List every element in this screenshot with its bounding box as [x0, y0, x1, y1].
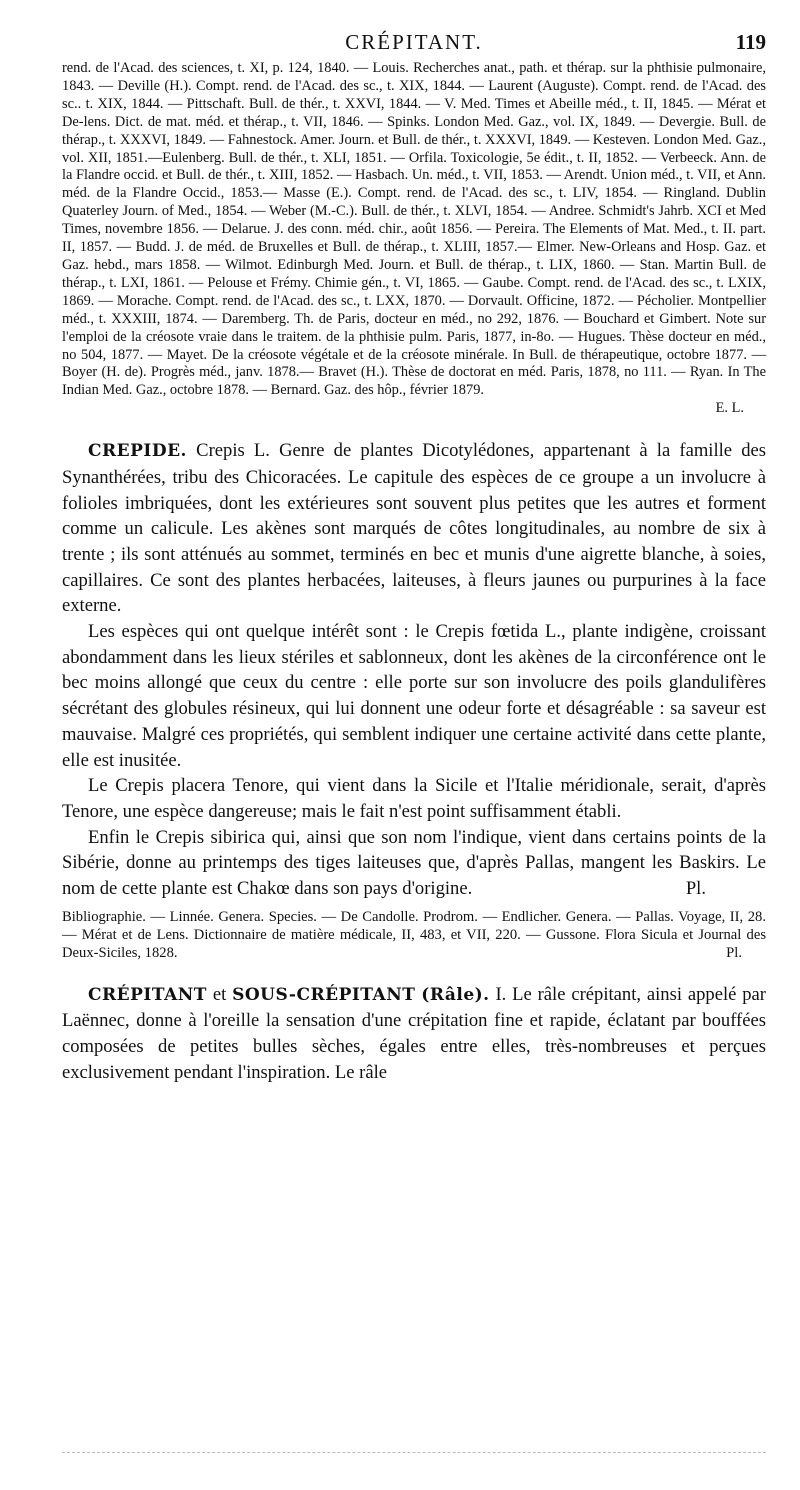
- signature-pl-1: Pl.: [685, 878, 706, 900]
- crepitant-text: I. Le râle crépitant, ainsi appelé par Laënnec, donne à l'oreille la sensation d'une crépitation fine et rapide, éclatant par bouffées composées de petites bulles sèches, égales entre elles, très-nombreuses et perçues exclusivement pendant l'inspiration. Le râle: [62, 983, 766, 1083]
- headword-crepide: CREPIDE.: [88, 441, 187, 462]
- entry-crepitant: [62, 982, 766, 1086]
- entry-crepide-p3: Le Crepis placera Tenore, qui vient dans la Sicile et l'Italie méridionale, serait, d'après Tenore, une espèce dangereuse; mais le fait n'est point suffisamment établi.: [62, 775, 766, 822]
- headword-connector: et: [212, 983, 227, 1005]
- crepide-bibliography: [62, 908, 766, 962]
- page-number: 119: [735, 30, 766, 54]
- crepide-p1-text: Crepis L. Genre de plantes Dicotylédones, appartenant à la famille des Synanthérées, tribu des Chicoracées. Le capitule des espèces de ce groupe a un involucre à folioles imbriquées, dont les extérieures sont souvent plus petites que les autres et forment comme un calicule. Les akènes sont marqués de côtes longitudinales, au nombre de six à trente ; ils sont atténués au sommet, terminés en bec et munis d'une aigrette blanche, à soies, capillaires. Ce sont des plantes herbacées, laiteuses, à fleurs jaunes ou purpurines à la face externe.: [62, 440, 766, 617]
- headword-crepitant: CRÉPITANT: [88, 984, 207, 1005]
- entry-crepide-p1: [62, 438, 766, 619]
- footer-rule: [62, 1452, 766, 1453]
- entry-crepide-p2: Les espèces qui ont quelque intérêt sont : le Crepis fœtida L., plante indigène, croissant abondamment dans les lieux stériles et sablonneux, dont les akènes de la circonférence ont le bec moins allongé que ceux du centre : elle porte sur son involucre des poils glandulifères sécrétant des globules résineux, qui lui donnent une odeur forte et désagréable : sa saveur est mauvaise. Malgré ces propriétés, qui semblent indiquer une certaine activité dans cette plante, elle est inusitée.: [62, 621, 766, 771]
- signature-pl-2: Pl.: [726, 944, 742, 961]
- entry-crepide-p4: [62, 825, 766, 902]
- crepide-bibliography-text: Bibliographie. — Linnée. Genera. Species. — De Candolle. Prodrom. — Endlicher. Genera. — Pallas. Voyage, II, 28. — Mérat et de Lens. Dictionnaire de matière médicale, II, 483, et VII, 220. — Gussone. Flora Sicula et Journal des Deux-Siciles, 1828.: [62, 908, 766, 961]
- page-header: [62, 30, 766, 60]
- page: [62, 30, 766, 1086]
- headword-sous-crepitant: SOUS-CRÉPITANT: [232, 984, 416, 1005]
- crepide-p4-text: Enfin le Crepis sibirica qui, ainsi que son nom l'indique, vient dans certains points de la Sibérie, donne au printemps des tiges laiteuses que, d'après Pallas, mangent les Baskirs. Le nom de cette plante est Chakœ dans son pays d'origine.: [62, 826, 766, 900]
- headword-qualifier: (Râle).: [421, 984, 490, 1005]
- running-title: CRÉPITANT.: [345, 30, 483, 54]
- signature-el: E. L.: [715, 400, 744, 417]
- bibliography-continued: rend. de l'Acad. des sciences, t. XI, p. 124, 1840. — Louis. Recherches anat., path. et thérap. sur la phthisie pulmonaire, 1843. — Deville (H.). Compt. rend. de l'Acad. des sc., t. XIX, 1844. — Laurent (Auguste). Compt. rend. de l'Acad. des sc.. t. XIX, 1844. — Pittschaft. Bull. de thér., t. XXVI, 1844. — V. Med. Times et Abeille méd., t. II, 1845. — Mérat et De-lens. Dict. de mat. méd. et thérap., t. VII, 1846. — Spinks. London Med. Gaz., vol. IX, 1849. — Devergie. Bull. de thérap., t. XXXVI, 1849. — Fahnestock. Amer. Journ. et Bull. de thér., t. XXXVI, 1849. — Kesteven. London Med. Gaz., vol. XII, 1851.—Eulenberg. Bull. de thér., t. XLI, 1851. — Orfila. Toxicologie, 5e édit., t. II, 1852. — Verbeeck. Ann. de la Flandre occid. et Bull. de thér., t. XIII, 1852. — Hasbach. Un. méd., t. VII, 1853. — Arendt. Union méd., t. VII, et Ann. méd. de la Flandre Occid., 1853.— Masse (E.). Compt. rend. de l'Acad. des sc., t. LIV, 1854. — Ringland. Dublin Quaterley Journ. of Med., 1854. — Weber (M.-C.). Bull. de thér., t. XLVI, 1854. — Andree. Schmidt's Jahrb. XCI et Med Times, novembre 1856. — Delarue. J. des conn. méd. chir., août 1856. — Pereira. The Elements of Mat. Med., t. II. part. II, 1857. — Budd. J. de méd. de Bruxelles et Bull. de thérap., t. XLIII, 1857.— Elmer. New-Orleans and Hosp. Gaz. et Gaz. hebd., mars 1858. — Wilmot. Edinburgh Med. Journ. et Bull. de thérap., t. LIX, 1860. — Stan. Martin Bull. de thérap., t. LXI, 1861. — Pelouse et Frémy. Chimie gén., t. VI, 1865. — Gaube. Compt. rend. de l'Acad. des sc., t. LXIX, 1869. — Morache. Compt. rend. de l'Acad. des sc., t. LXX, 1870. — Dorvault. Officine, 1872. — Pécholier. Montpellier méd., t. XXXIII, 1874. — Daremberg. Th. de Paris, docteur en méd., no 292, 1876. — Bouchard et Gimbert. Note sur l'emploi de la créosote vraie dans le traitem. de la phthisie pulm. Paris, 1877, in-8o. — Hugues. Thèse docteur en méd., no 504, 1877. — Mayet. De la créosote végétale et de la créosote minérale. In Bull. de thérapeutique, octobre 1877. — Boyer (H. de). Progrès méd., janv. 1878.— Bravet (H.). Thèse de doctorat en méd. Paris, 1878, no 111. — Ryan. In The Indian Med. Gaz., octobre 1878. — Bernard. Gaz. des hôp., février 1879.: [62, 60, 766, 399]
